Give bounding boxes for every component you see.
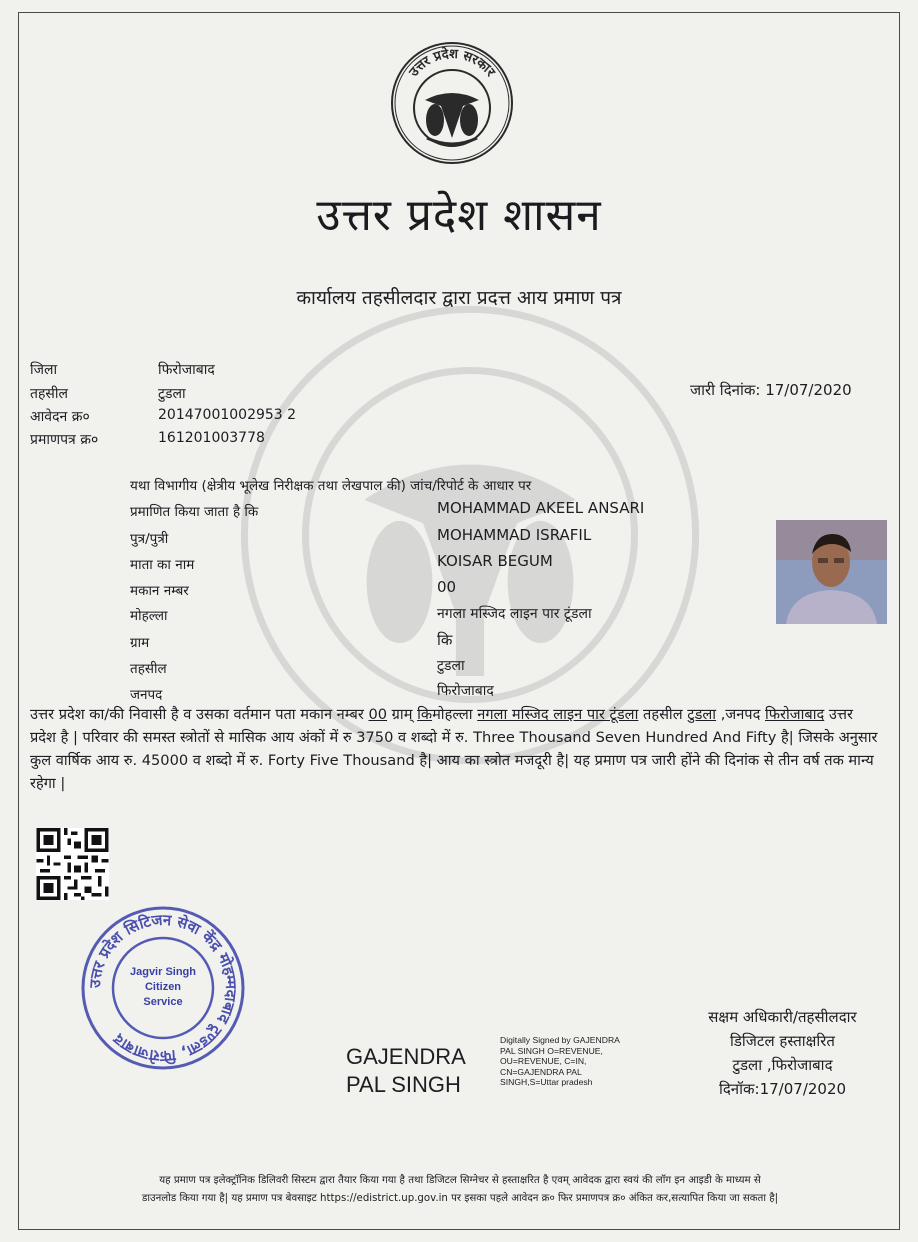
authority-block <box>660 1005 905 1101</box>
svg-text:उत्तर प्रदेश सरकार <box>406 46 498 81</box>
district-value: फिरोजाबाद <box>158 362 215 378</box>
mohalla-value: नगला मस्जिद लाइन पार टूंडला <box>437 606 592 622</box>
verification-intro: यथा विभागीय (क्षेत्रीय भूलेख निरीक्षक तथा लेखपाल की) जांच/रिपोर्ट के आधार पर <box>130 478 532 494</box>
sig-line: Digitally Signed by GAJENDRA <box>500 1035 620 1045</box>
emblem-text: उत्तर प्रदेश सरकार <box>406 46 498 80</box>
village-value: कि <box>437 631 453 649</box>
stamp-ring-text: उत्तर प्रदेश सिटिजन सेवा केंद्र मोहम्मदाबाद टूण्डला, फिरोजाबाद <box>85 910 241 1066</box>
para-mohalla: नगला मस्जिद लाइन पार टूंडला <box>477 706 639 723</box>
para-text-1: उत्तर प्रदेश का/की निवासी है व उसका वर्तमान पता मकान नम्बर <box>30 706 369 723</box>
district-row-value: फिरोजाबाद <box>437 683 494 699</box>
tehsil-value: टुडला <box>158 386 186 402</box>
qr-code <box>36 828 109 900</box>
signer-name-line-2: PAL SINGH <box>346 1072 461 1097</box>
para-text-6: उत्तर प्रदेश है | परिवार की समस्त स्त्रोतों से मासिक आय अंकों में रु 3750 व शब्दो में रु. Three Thousand Seven Hundred And Fifty है| जिसके अनुसार कुल वार्षिक आय रु. 45000 व शब्दो में रु. Forty Five Thousand है| आय का स्त्रोत मजदूरी है| यह प्रमाण पत्र जारी होंने की दिनांक से तीन वर्ष तक मान्य रहेगा | <box>30 706 878 792</box>
signer-name-line-1: GAJENDRA <box>346 1044 466 1069</box>
authority-date: दिनॉक:17/07/2020 <box>718 1080 847 1098</box>
footer-note <box>30 1172 890 1208</box>
signer-name <box>346 1043 466 1099</box>
government-title: उत्तर प्रदेश शासन <box>316 190 602 241</box>
digital-signature-details <box>500 1035 650 1088</box>
house-number: 00 <box>437 578 457 596</box>
para-district: फिरोजाबाद <box>764 706 825 723</box>
para-text-4: तहसील <box>638 706 688 723</box>
para-village: कि <box>417 706 433 723</box>
stamp-line-3: Service <box>143 996 183 1008</box>
para-house: 00 <box>368 706 388 723</box>
mother-name: KOISAR BEGUM <box>437 552 553 570</box>
authority-title: सक्षम अधिकारी/तहसीलदार <box>708 1008 857 1026</box>
district-row-label: जनपद <box>130 687 163 703</box>
sig-line: SINGH,S=Uttar pradesh <box>500 1077 593 1087</box>
issue-date: जारी दिनांक: 17/07/2020 <box>690 381 852 399</box>
certificate-number-label: प्रमाणपत्र क्र० <box>30 432 99 448</box>
stamp-line-1: Jagvir Singh <box>129 966 197 978</box>
para-text-5: ,जनपद <box>716 706 765 723</box>
house-number-label: मकान नम्बर <box>130 583 189 599</box>
father-name: MOHAMMAD ISRAFIL <box>437 526 592 544</box>
para-tehsil: टुडला <box>687 706 717 723</box>
certificate-number-value: 161201003778 <box>158 430 265 446</box>
sig-line: OU=REVENUE, C=IN, <box>500 1056 587 1066</box>
tehsil-label: तहसील <box>30 386 68 402</box>
tehsil-row-value: टुडला <box>437 658 465 674</box>
up-government-emblem <box>387 38 517 168</box>
authority-location: टुडला ,फिरोजाबाद <box>732 1056 833 1074</box>
certificate-paragraph <box>30 703 880 795</box>
footer-line-2: डाउनलोड किया गया है| यह प्रमाण पत्र बेवसाइट https://edistrict.up.gov.in पर इसका पहले आवेदन क्र० फिर प्रमाणपत्र क्र० अंकित कर,सत्यापित किया जा सकता है| <box>141 1193 779 1204</box>
applicant-name: MOHAMMAD AKEEL ANSARI <box>437 499 645 517</box>
citizen-service-stamp <box>78 903 248 1073</box>
authority-digital: डिजिटल हस्ताक्षरित <box>730 1032 835 1050</box>
para-text-3: मोहल्ला <box>432 706 478 723</box>
stamp-line-2: Citizen <box>144 981 182 993</box>
district-label: जिला <box>30 362 58 378</box>
para-text-2: ग्राम् <box>387 706 418 723</box>
certified-label: प्रमाणित किया जाता है कि <box>130 504 259 520</box>
application-number-value: 20147001002953 2 <box>158 407 297 423</box>
sig-line: PAL SINGH O=REVENUE, <box>500 1045 603 1056</box>
son-daughter-label: पुत्र/पुत्री <box>130 531 169 547</box>
applicant-photo <box>776 520 887 624</box>
tehsil-row-label: तहसील <box>130 661 167 677</box>
sig-line: CN=GAJENDRA PAL <box>500 1066 582 1077</box>
footer-line-1: यह प्रमाण पत्र इलेक्ट्रॉनिक डिलिवरी सिस्टम द्वारा तैयार किया गया है तथा डिजिटल सिग्नेचर से हस्ताक्षरित है एवम् आवेदक द्वारा स्वयं की लॉग इन आइडी के माध्यम से <box>159 1175 761 1186</box>
certificate-subtitle: कार्यालय तहसीलदार द्वारा प्रदत्त आय प्रमाण पत्र <box>296 287 622 309</box>
mohalla-label: मोहल्ला <box>130 608 168 624</box>
mother-name-label: माता का नाम <box>130 557 195 573</box>
application-number-label: आवेदन क्र० <box>30 409 90 425</box>
village-label: ग्राम <box>130 635 150 651</box>
